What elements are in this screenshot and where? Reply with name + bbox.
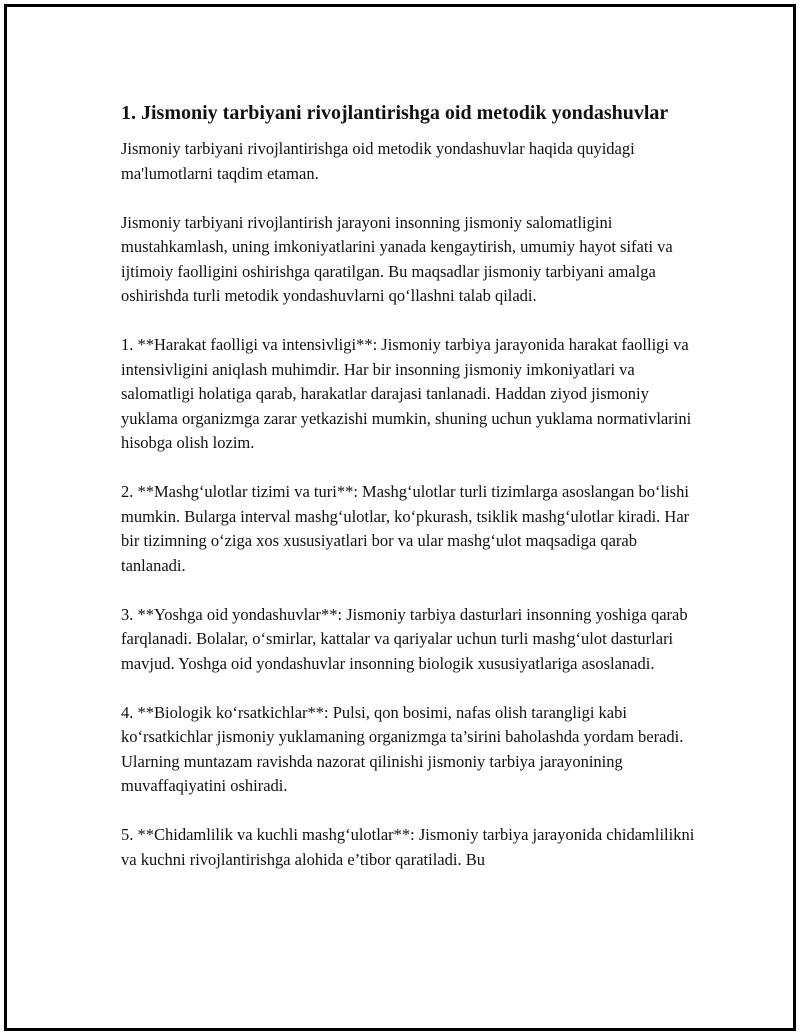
overview-paragraph: Jismoniy tarbiyani rivojlantirish jarayoni insonning jismoniy salomatligini mustahkamlash, uning imkoniyatlarini yanada kengaytirish, umumiy hayot sifati va ijtimoiy faolligini oshirishga qaratilgan. Bu maqsadlar jismoniy tarbiyani amalga oshirishda turli metodik yondashuvlarni qo‘llashni talab qiladi. <box>121 212 673 305</box>
point-5-paragraph: 5. **Chidamlilik va kuchli mashg‘ulotlar**: Jismoniy tarbiya jarayonida chidamlilikni va kuchni rivojlantirishga alohida e’tibor qaratiladi. Bu <box>121 825 695 869</box>
point-1-paragraph: 1. **Harakat faolligi va intensivligi**: Jismoniy tarbiya jarayonida harakat faolligi va intensivligini aniqlash muhimdir. Har bir insonning jismoniy imkoniyatlari va salomatligi holatiga qarab, harakatlar darajasi tanlanadi. Haddan ziyod jismoniy yuklama organizmga zarar yetkazishi mumkin, shuning uchun yuklama normativlarini hisobga olish lozim. <box>121 335 692 452</box>
page-frame <box>4 4 796 1031</box>
intro-paragraph: Jismoniy tarbiyani rivojlantirishga oid metodik yondashuvlar haqida quyidagi ma'lumotlarni taqdim etaman. <box>121 139 635 183</box>
point-2-paragraph: 2. **Mashg‘ulotlar tizimi va turi**: Mashg‘ulotlar turli tizimlarga asoslangan bo‘lishi mumkin. Bularga interval mashg‘ulotlar, ko‘pkurash, tsiklik mashg‘ulotlar kiradi. Har bir tizimning o‘ziga xos xususiyatlari bor va ular mashg‘ulot maqsadiga qarab tanlanadi. <box>121 482 690 575</box>
point-4-paragraph: 4. **Biologik ko‘rsatkichlar**: Pulsi, qon bosimi, nafas olish tarangligi kabi ko‘rsatkichlar jismoniy yuklamaning organizmga ta’sirini baholashda yordam beradi. Ularning muntazam ravishda nazorat qilinishi jismoniy tarbiya jarayonining muvaffaqiyatini oshiradi. <box>121 702 684 795</box>
section-heading: 1. Jismoniy tarbiyani rivojlantirishga oid metodik yondashuvlar <box>121 102 669 124</box>
point-3-paragraph: 3. **Yoshga oid yondashuvlar**: Jismoniy tarbiya dasturlari insonning yoshiga qarab farqlanadi. Bolalar, o‘smirlar, kattalar va qariyalar uchun turli mashg‘ulot dasturlari mavjud. Yoshga oid yondashuvlar insonning biologik xususiyatlariga asoslanadi. <box>121 604 688 673</box>
document-body <box>121 99 701 897</box>
